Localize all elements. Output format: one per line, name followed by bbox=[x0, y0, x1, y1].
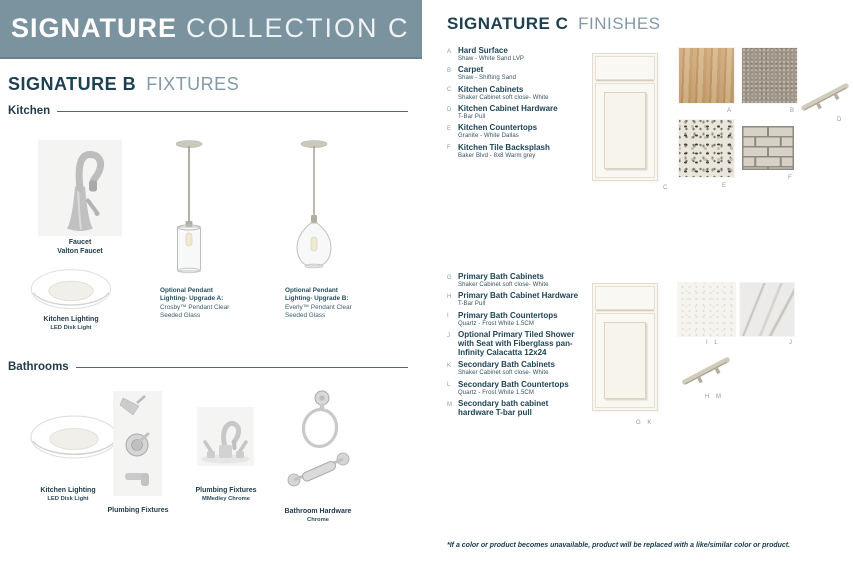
finish-subtitle: Shaker Cabinet soft close- White bbox=[458, 370, 549, 377]
finish-item-e bbox=[447, 124, 579, 140]
finish-subtitle: Granite - White Dallas bbox=[458, 133, 519, 140]
shower-fixtures-label bbox=[88, 507, 188, 516]
bathroom-lighting-subtitle: LED Disk Light bbox=[47, 495, 89, 502]
fixtures-heading-primary: SIGNATURE B bbox=[8, 74, 137, 94]
swatch-label-bath-pull: H M bbox=[705, 394, 722, 400]
finish-item-m bbox=[447, 400, 579, 418]
finish-title: Kitchen Tile Backsplash bbox=[458, 142, 550, 152]
finish-letter: A bbox=[447, 48, 452, 55]
cabinet-door-panel bbox=[604, 322, 646, 399]
cabinet-drawer-front bbox=[595, 56, 655, 80]
bath-plumbing-subtitle: MMedley Chrome bbox=[202, 495, 250, 502]
faucet-title: Faucet bbox=[68, 239, 92, 246]
fixtures-heading bbox=[8, 74, 239, 95]
banner-title-primary: SIGNATURE bbox=[11, 13, 178, 43]
finish-letter: J bbox=[447, 332, 451, 339]
finish-title: Secondary Bath Cabinets bbox=[458, 360, 555, 370]
kitchen-faucet-image bbox=[38, 140, 122, 236]
disk-light-icon bbox=[28, 412, 120, 464]
fixtures-heading-secondary: FIXTURES bbox=[146, 74, 240, 94]
bath-plumbing-title: Plumbing Fixtures bbox=[195, 487, 257, 494]
availability-footnote: *If a color or product becomes unavailable, product will be replaced with a like/similar color or product. bbox=[447, 542, 791, 549]
bath-pull-sample bbox=[680, 352, 732, 390]
finish-subtitle: T-Bar Pull bbox=[458, 113, 486, 120]
quartz-swatch bbox=[678, 283, 735, 336]
bathroom-lighting-title: Kitchen Lighting bbox=[40, 487, 96, 494]
pendant-a-label bbox=[160, 287, 240, 321]
finish-item-c bbox=[447, 86, 579, 102]
kitchen-section-header bbox=[8, 105, 408, 117]
swatch-label-wood: A bbox=[727, 108, 732, 114]
pendant-b-image bbox=[283, 137, 345, 279]
finish-subtitle: Baker Blvd - 8x8 Warm grey bbox=[458, 152, 536, 159]
pendant-a-title: Optional Pendant Lighting- Upgrade A: bbox=[160, 287, 224, 303]
swatch-label-tile: F bbox=[788, 175, 793, 181]
bathroom-hardware-label bbox=[268, 508, 368, 524]
finish-letter: K bbox=[447, 362, 452, 369]
bath-sink-faucet-image bbox=[197, 407, 254, 466]
finish-title: Secondary bath cabinet hardware T-bar pull bbox=[458, 399, 549, 418]
bathrooms-section-header bbox=[8, 361, 408, 373]
pendant-b-subtitle: Everly™ Pendant Clear Seeded Glass bbox=[285, 303, 352, 320]
granite-swatch bbox=[679, 120, 734, 177]
banner-title-secondary: COLLECTION C bbox=[186, 13, 410, 43]
disk-light-icon bbox=[28, 266, 114, 314]
kitchen-faucet-label bbox=[10, 239, 150, 257]
kitchen-lighting-subtitle: LED Disk Light bbox=[50, 324, 92, 331]
bathroom-hardware-subtitle: Chrome bbox=[307, 516, 329, 523]
kitchen-section-rule bbox=[57, 111, 408, 112]
cabinet-door-panel bbox=[604, 92, 646, 169]
kitchen-pull-sample bbox=[799, 78, 851, 116]
swatch-label-quartz: I L bbox=[706, 340, 719, 346]
swatch-label-bath-cabinet: G K bbox=[636, 420, 652, 426]
tile-backsplash-swatch bbox=[742, 126, 794, 170]
pendant-bell-icon bbox=[283, 137, 345, 279]
finish-title: Kitchen Countertops bbox=[458, 123, 538, 133]
finish-item-g bbox=[447, 273, 579, 289]
finishes-list-bath bbox=[447, 273, 579, 421]
pendant-b-label bbox=[285, 287, 365, 321]
swatch-label-cabinet: C bbox=[663, 185, 668, 191]
finish-item-b bbox=[447, 66, 579, 82]
finishes-heading bbox=[447, 14, 661, 34]
t-bar-pull-icon bbox=[799, 78, 851, 116]
t-bar-pull-icon bbox=[680, 352, 732, 390]
finish-subtitle: Quartz - Frost White 1.5CM bbox=[458, 389, 534, 396]
finish-letter: M bbox=[447, 401, 453, 408]
cabinet-drawer-front bbox=[595, 286, 655, 310]
toilet-paper-holder-icon bbox=[284, 447, 354, 493]
finish-title: Carpet bbox=[458, 65, 484, 75]
finish-subtitle: Shaw - White Sand LVP bbox=[458, 55, 525, 62]
finish-item-f bbox=[447, 144, 579, 160]
pendant-cylinder-icon bbox=[158, 137, 220, 279]
kitchen-lighting-title: Kitchen Lighting bbox=[43, 316, 99, 323]
finish-subtitle: Shaw - Shifting Sand bbox=[458, 75, 517, 82]
finish-letter: C bbox=[447, 87, 452, 94]
finish-title: Optional Primary Tiled Shower with Seat with Fiberglass pan- Infinity Calacatta 12x24 bbox=[458, 330, 575, 357]
shower-fixtures-title: Plumbing Fixtures bbox=[107, 507, 169, 514]
towel-ring-image bbox=[293, 388, 349, 452]
finish-title: Primary Bath Cabinets bbox=[458, 272, 544, 281]
finish-item-j bbox=[447, 331, 579, 358]
finishes-heading-primary: SIGNATURE C bbox=[447, 14, 569, 33]
finishes-list-kitchen bbox=[447, 47, 579, 163]
pendant-a-image bbox=[158, 137, 220, 279]
swatch-label-pull: D bbox=[837, 117, 842, 123]
shower-fixture-image bbox=[113, 391, 162, 496]
finish-item-h bbox=[447, 292, 579, 308]
finish-letter: G bbox=[447, 274, 453, 281]
brick-tile-icon bbox=[742, 126, 794, 170]
finish-letter: D bbox=[447, 106, 452, 113]
kitchen-lighting-label bbox=[15, 316, 127, 332]
finish-subtitle: Shaker Cabinet soft close- White bbox=[458, 281, 549, 288]
faucet-icon bbox=[38, 140, 122, 236]
cabinet-door bbox=[595, 83, 655, 178]
centerset-faucet-icon bbox=[197, 407, 254, 466]
bathroom-disk-light-image bbox=[28, 412, 120, 464]
kitchen-disk-light-image bbox=[28, 266, 114, 314]
finishes-heading-secondary: FINISHES bbox=[578, 14, 661, 33]
bathroom-hardware-title: Bathroom Hardware bbox=[284, 508, 352, 515]
finish-item-d bbox=[447, 105, 579, 121]
pendant-b-title: Optional Pendant Lighting- Upgrade B: bbox=[285, 287, 349, 303]
finish-item-a bbox=[447, 47, 579, 63]
finish-title: Secondary Bath Countertops bbox=[458, 379, 569, 389]
toilet-paper-holder-image bbox=[284, 447, 354, 493]
finish-item-k bbox=[447, 361, 579, 377]
finish-subtitle: Shaker Cabinet soft close- White bbox=[458, 94, 549, 101]
bathroom-lighting-label bbox=[12, 487, 124, 503]
bath-plumbing-label bbox=[178, 487, 274, 503]
finish-item-i bbox=[447, 312, 579, 328]
swatch-label-granite: E bbox=[722, 183, 727, 189]
bathrooms-section-label: Bathrooms bbox=[8, 361, 69, 373]
bath-cabinet-sample bbox=[592, 283, 658, 411]
hard-surface-swatch bbox=[679, 48, 734, 103]
shower-set-icon bbox=[113, 391, 162, 496]
bathrooms-section-rule bbox=[76, 367, 408, 368]
faucet-subtitle: Valton Faucet bbox=[57, 247, 103, 255]
finish-letter: E bbox=[447, 125, 452, 132]
swatch-label-carpet: B bbox=[790, 108, 795, 114]
finish-title: Hard Surface bbox=[458, 46, 508, 55]
finish-letter: F bbox=[447, 145, 452, 152]
finish-title: Primary Bath Countertops bbox=[458, 310, 558, 320]
finish-letter: H bbox=[447, 293, 452, 300]
finish-title: Kitchen Cabinets bbox=[458, 84, 524, 94]
finish-title: Primary Bath Cabinet Hardware bbox=[458, 291, 579, 301]
finish-item-l bbox=[447, 381, 579, 397]
finish-letter: L bbox=[447, 382, 451, 389]
marble-swatch bbox=[740, 283, 794, 336]
kitchen-section-label: Kitchen bbox=[8, 105, 51, 117]
carpet-swatch bbox=[742, 48, 797, 103]
finish-subtitle: Quartz - Frost White 1.5CM bbox=[458, 320, 534, 327]
finish-letter: I bbox=[447, 313, 450, 320]
finish-letter: B bbox=[447, 67, 452, 74]
finish-subtitle: T-Bar Pull bbox=[458, 301, 486, 308]
swatch-label-marble: J bbox=[789, 340, 793, 346]
collection-banner bbox=[0, 0, 422, 59]
towel-ring-icon bbox=[293, 388, 349, 452]
kitchen-cabinet-sample bbox=[592, 53, 658, 181]
finish-title: Kitchen Cabinet Hardware bbox=[458, 104, 558, 114]
cabinet-door bbox=[595, 313, 655, 408]
pendant-a-subtitle: Crosby™ Pendant Clear Seeded Glass bbox=[160, 303, 230, 320]
